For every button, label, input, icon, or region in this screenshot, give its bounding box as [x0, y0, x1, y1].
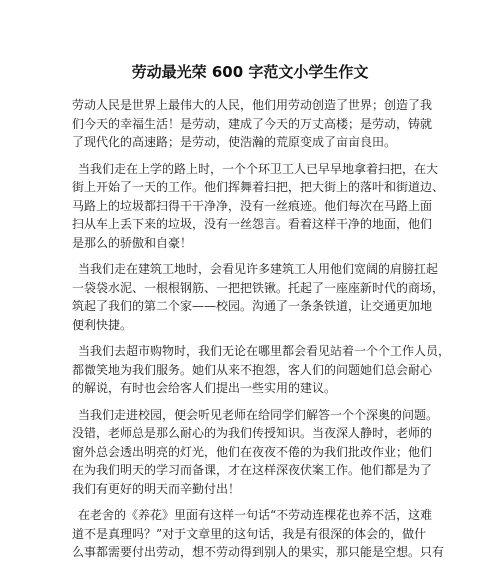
document-body	[72, 96, 451, 570]
text-line: 的解说，有时也会给客人们提出一些实用的建议。	[72, 381, 337, 395]
text-line: 窗外总会透出明亮的灯光，他们在夜夜不倦的为我们批改作业；他们	[72, 444, 433, 459]
text-line: 街上开始了一天的工作。他们挥舞着扫把，把大街上的落叶和街道边、	[72, 180, 445, 194]
paragraph-1	[72, 96, 434, 152]
text-line: 劳动人民是世界上最伟大的人民，他们用劳动创造了世界；创造了我	[72, 98, 433, 112]
text-line: 么事都需要付出劳动，想不劳动得到别人的果实，那只能是空想。只有	[72, 545, 445, 559]
text-line: 马路上的垃圾都扫得干干净净，没有一丝痕迹。他们每次在马路上面	[72, 198, 433, 213]
text-line: 没错，老师总是那么耐心的为我们传授知识。当夜深人静时，老师的	[72, 426, 433, 440]
paragraph-5	[72, 406, 439, 499]
text-line: 当我们走在上学的路上时，一个个环卫工人已早早地拿着扫把，在大	[78, 161, 439, 176]
text-line: 了现代化的高速路；是劳动，使浩瀚的荒原变成了亩亩良田。	[72, 135, 397, 149]
paragraph-6	[72, 506, 445, 562]
text-line: 都微笑地为我们服务。她们从来不抱怨，客人们的问题她们总会耐心	[72, 362, 433, 377]
paragraph-2	[72, 160, 445, 253]
text-line: 筑起了我们的第二个家——校园。沟通了一条条铁道，让交通更加地	[72, 299, 433, 313]
paragraph-4	[72, 342, 451, 398]
text-line: 当我们走在建筑工地时，会看见许多建筑工人用他们宽阔的肩膀扛起	[78, 262, 439, 276]
text-line: 扫从车上丢下来的垃圾，没有一丝怨言。看着这样干净的地面，他们	[72, 217, 433, 231]
text-line: 我们有更好的明天而辛勤付出！	[72, 481, 241, 496]
text-line: 在老舍的《养花》里面有这样一句话“不劳动连棵花也养不活，这难	[78, 508, 433, 522]
document-title: 劳动最光荣 600 字范文小学生作文	[131, 63, 369, 81]
text-line: 们今天的幸福生活！是劳动，建成了今天的万丈高楼；是劳动，铸就	[72, 116, 433, 131]
text-line: 当我们走进校园，便会听见老师在给同学们解答一个个深奥的问题。	[78, 407, 439, 422]
text-line: 是那么的骄傲和自豪！	[72, 235, 193, 250]
text-line: 在为我们明天的学习而备课，才在这样深夜伏案工作。他们都是为了	[72, 463, 433, 477]
text-line: 当我们去超市购物时，我们无论在哪里都会看见站着一个个工作人员，	[78, 344, 451, 358]
text-line: 便利快捷。	[72, 317, 133, 332]
paragraph-3	[72, 260, 445, 334]
text-line: 一袋袋水泥、一根根钢筋、一把把铁锹。托起了一座座新时代的商场，	[72, 280, 445, 295]
text-line: 道不是真理吗？”对于文章里的这句话，我是有很深的体会的，做什	[72, 526, 427, 541]
